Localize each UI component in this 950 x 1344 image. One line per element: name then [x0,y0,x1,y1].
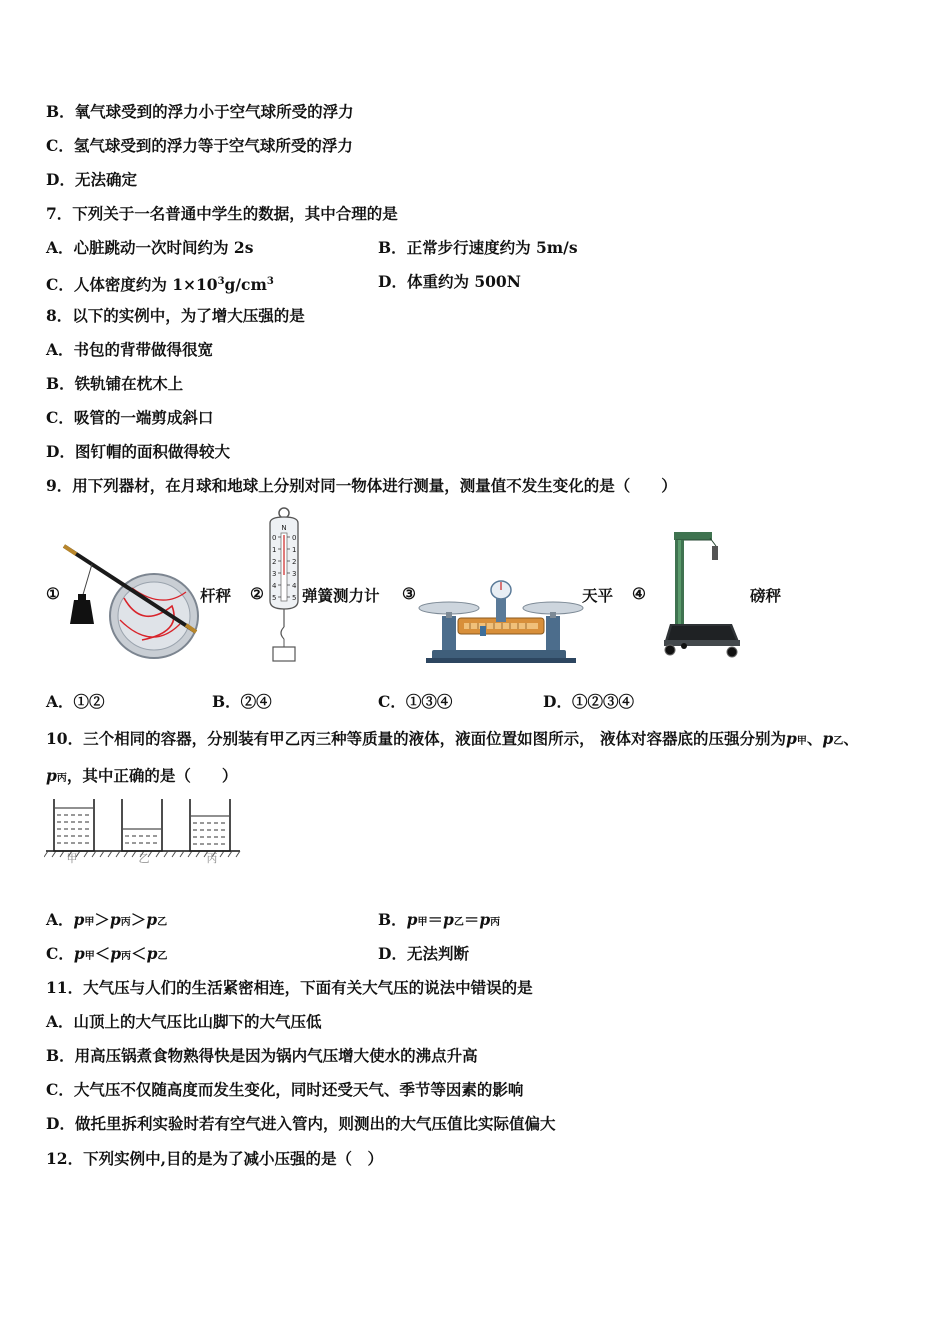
scale-mark-right-1: 1 [292,546,297,554]
fig4-label: 磅秤 [750,586,782,605]
fig3-number: ③ [402,584,416,603]
steelyard-illustration [62,540,202,662]
q7-option-a: A．心脏跳动一次时间约为 2s [46,238,254,257]
q10-option-c-label: C． [46,944,74,963]
q7-option-c-exp2: 3 [266,276,274,287]
scale-mark-left-2: 2 [272,558,277,566]
q7-option-c-pre: C．人体密度约为 1×10 [46,275,218,295]
sub-bing: 丙 [120,917,131,928]
p-symbol: p [822,729,834,748]
gt-sign: ＞ [130,910,147,929]
p-symbol: p [109,910,121,929]
p-symbol: p [785,729,797,748]
q6-option-b: B．氧气球受到的浮力小于空气球所受的浮力 [46,102,354,121]
q11-option-c: C．大气压不仅随高度而发生变化，同时还受天气、季节等因素的影响 [46,1080,524,1099]
lt-sign: ＜ [131,944,147,963]
p-symbol: p [73,910,85,929]
fig2-number: ② [250,584,264,603]
balance-illustration [418,578,584,664]
fig4-number: ④ [632,584,646,603]
separator: 、 [806,729,823,748]
sub-yi: 乙 [157,951,168,962]
p-symbol: p [442,910,454,929]
q10-option-c [46,944,167,967]
three-containers-figure [44,796,244,866]
sub-yi: 乙 [833,736,844,747]
q9-stem: 9．用下列器材，在月球和地球上分别对同一物体进行测量，测量值不发生变化的是（ ） [46,476,677,495]
lt-sign: ＜ [94,944,111,963]
q10-option-b [378,910,500,933]
container-label-jia: 甲 [66,852,78,865]
scale-mark-right-2: 2 [292,558,297,566]
q8-option-b: B．铁轨铺在枕木上 [46,374,184,393]
q8-option-d: D．图钉帽的面积做得较大 [46,442,230,461]
q10-option-b-label: B． [378,910,407,929]
svg-text:N: N [281,524,287,532]
sub-yi: 乙 [453,917,464,928]
q10-stem-line2 [46,766,237,789]
q7-option-b: B．正常步行速度约为 5m/s [378,238,578,257]
scale-mark-left-1: 1 [272,546,277,554]
q8-option-c: C．吸管的一端剪成斜口 [46,408,214,427]
q8-stem: 8．以下的实例中，为了增大压强的是 [46,306,305,325]
sub-jia: 甲 [796,736,807,747]
q10-option-a-label: A． [46,910,74,929]
q10-option-a [46,910,167,933]
platform-scale-illustration [660,528,744,660]
sub-bing: 丙 [56,773,67,784]
sub-jia: 甲 [417,917,428,928]
p-symbol: p [110,944,122,963]
scale-mark-right-0: 0 [292,534,297,542]
q9-option-d: D．①②③④ [543,692,634,711]
p-symbol: p [479,910,491,929]
q11-stem: 11．大气压与人们的生活紧密相连，下面有关大气压的说法中错误的是 [46,978,533,997]
sub-yi: 乙 [157,917,168,928]
scale-mark-right-4: 4 [292,582,297,590]
q6-option-c: C．氢气球受到的浮力等于空气球所受的浮力 [46,136,353,155]
p-symbol: p [73,944,85,963]
q7-option-c-exp1: 3 [217,276,225,287]
container-label-bing: 丙 [206,852,218,865]
p-symbol: p [406,910,418,929]
scale-mark-left-5: 5 [272,594,277,602]
gt-sign: ＞ [94,910,110,929]
q7-option-d: D．体重约为 500N [378,272,521,291]
scale-mark-right-3: 3 [292,570,297,578]
q8-option-a: A．书包的背带做得很宽 [46,340,214,359]
q12-stem: 12．下列实例中,目的是为了减小压强的是（ ） [46,1149,383,1168]
sub-jia: 甲 [84,951,95,962]
q9-option-a: A．①② [46,692,105,711]
p-symbol: p [146,910,158,929]
scale-mark-left-0: 0 [272,534,277,542]
q11-option-b: B．用高压锅煮食物熟得快是因为锅内气压增大使水的沸点升高 [46,1046,478,1065]
eq-sign: ＝ [463,910,480,929]
sub-bing: 丙 [121,951,132,962]
q10-stem [46,729,859,752]
p-symbol: p [46,766,57,785]
fig2-label: 弹簧测力计 [302,586,380,605]
q11-option-d: D．做托里拆利实验时若有空气进入管内，则测出的大气压值比实际值偏大 [46,1114,556,1133]
q10-stem2: ，其中正确的是（ ） [66,766,238,785]
fig1-label: 杆秤 [200,586,232,605]
q10-stem-text: 10．三个相同的容器，分别装有甲乙丙三种等质量的液体，液面位置如图所示， 液体对容器底的压强分别为 [46,729,786,748]
scale-mark-left-3: 3 [272,570,277,578]
sub-bing: 丙 [490,917,501,928]
scale-mark-right-5: 5 [292,594,297,602]
fig1-number: ① [46,584,60,603]
fig3-label: 天平 [582,586,614,605]
q10-option-d: D．无法判断 [378,944,469,963]
q6-option-d: D．无法确定 [46,170,137,189]
q7-option-c [46,272,274,295]
sub-jia: 甲 [84,917,95,928]
scale-mark-left-4: 4 [272,582,277,590]
q9-option-c: C．①③④ [378,692,453,711]
container-label-yi: 乙 [138,852,150,865]
q11-option-a: A．山顶上的大气压比山脚下的大气压低 [46,1012,322,1031]
q9-option-b: B．②④ [212,692,272,711]
spring-scale-illustration [264,505,304,665]
eq-sign: ＝ [427,910,443,929]
q7-option-c-mid: g/cm [224,275,267,295]
p-symbol: p [146,944,158,963]
q7-stem: 7．下列关于一名普通中学生的数据，其中合理的是 [46,204,398,223]
separator: 、 [843,729,859,748]
